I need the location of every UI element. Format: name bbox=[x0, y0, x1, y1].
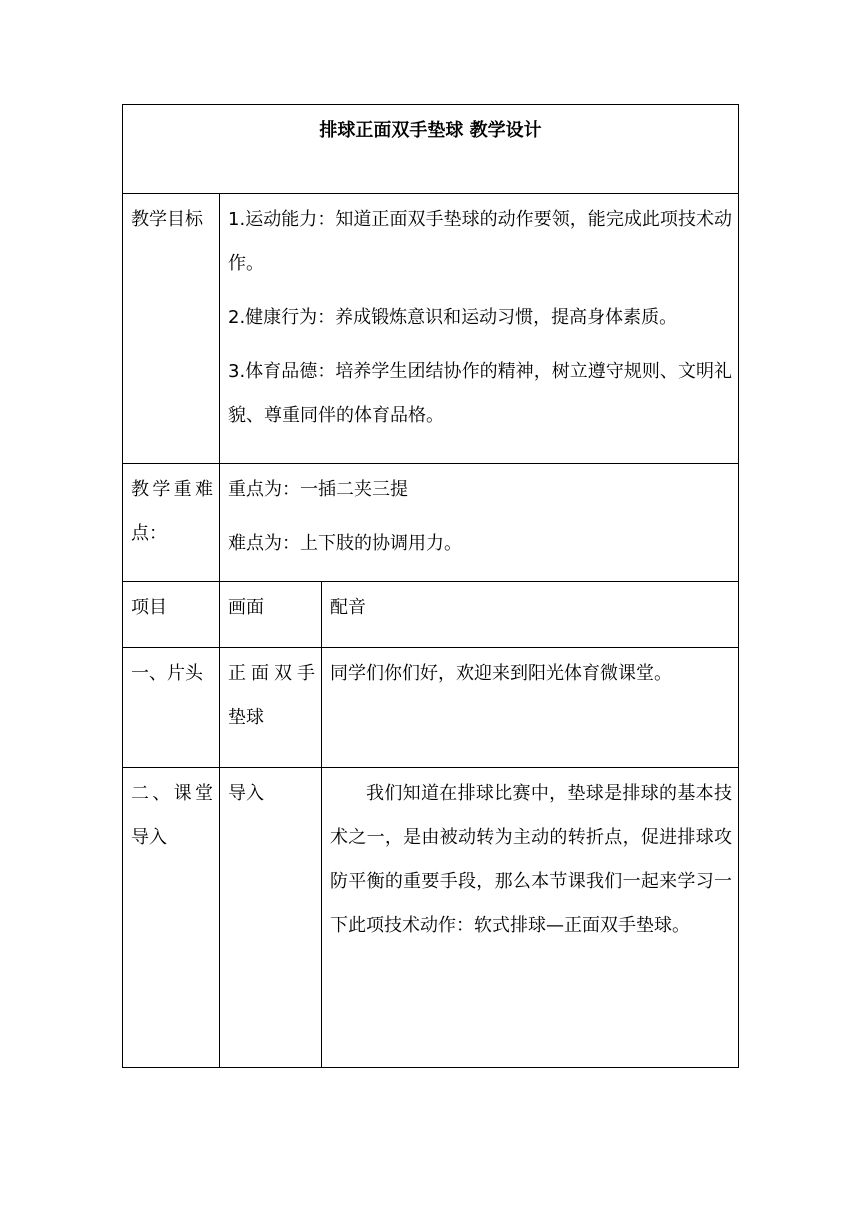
row-voice-cell bbox=[322, 768, 739, 1068]
objectives-label: 教学目标 bbox=[131, 209, 203, 230]
objectives-content-cell bbox=[220, 194, 739, 464]
objectives-label-cell bbox=[123, 194, 220, 464]
key-point-text: 重点为：一插二夹三提 bbox=[228, 479, 408, 500]
row-item-text: 二、课堂导入 bbox=[131, 783, 213, 848]
title-row bbox=[123, 105, 739, 194]
row-voice-text: 同学们你们好，欢迎来到阳光体育微课堂。 bbox=[330, 663, 672, 684]
lesson-plan-table bbox=[122, 104, 739, 1068]
header-item-label: 项目 bbox=[131, 597, 167, 618]
row-item-cell bbox=[123, 768, 220, 1068]
header-scene-label: 画面 bbox=[228, 597, 264, 618]
row-voice-cell bbox=[322, 648, 739, 768]
objectives-row bbox=[123, 194, 739, 464]
header-cell-scene bbox=[220, 582, 322, 648]
row-voice-text: 我们知道在排球比赛中，垫球是排球的基本技术之一，是由被动转为主动的转折点，促进排球攻防平衡的重要手段，那么本节课我们一起来学习一下此项技术动作：软式排球—正面双手垫球。 bbox=[330, 783, 732, 936]
row-scene-cell bbox=[220, 768, 322, 1068]
table-header-row bbox=[123, 582, 739, 648]
objective-item: 1.运动能力：知道正面双手垫球的动作要领，能完成此项技术动作。 bbox=[228, 209, 732, 274]
row-scene-cell bbox=[220, 648, 322, 768]
row-item-text: 一、片头 bbox=[131, 663, 203, 684]
header-cell-item bbox=[123, 582, 220, 648]
title-cell bbox=[123, 105, 739, 194]
header-cell-voice bbox=[322, 582, 739, 648]
key-points-label-cell bbox=[123, 464, 220, 582]
key-points-row bbox=[123, 464, 739, 582]
row-item-cell bbox=[123, 648, 220, 768]
objective-item: 3.体育品德：培养学生团结协作的精神，树立遵守规则、文明礼貌、尊重同伴的体育品格。 bbox=[228, 361, 732, 426]
header-voice-label: 配音 bbox=[330, 597, 366, 618]
key-points-label: 教学重难点： bbox=[131, 479, 213, 544]
row-scene-text: 正面双手垫球 bbox=[228, 663, 315, 728]
row-scene-text: 导入 bbox=[228, 783, 264, 804]
table-row bbox=[123, 648, 739, 768]
table-row bbox=[123, 768, 739, 1068]
objective-item: 2.健康行为：养成锻炼意识和运动习惯，提高身体素质。 bbox=[228, 307, 678, 328]
difficult-point-text: 难点为：上下肢的协调用力。 bbox=[228, 533, 462, 554]
document-title: 排球正面双手垫球 教学设计 bbox=[319, 120, 542, 141]
key-points-content-cell bbox=[220, 464, 739, 582]
